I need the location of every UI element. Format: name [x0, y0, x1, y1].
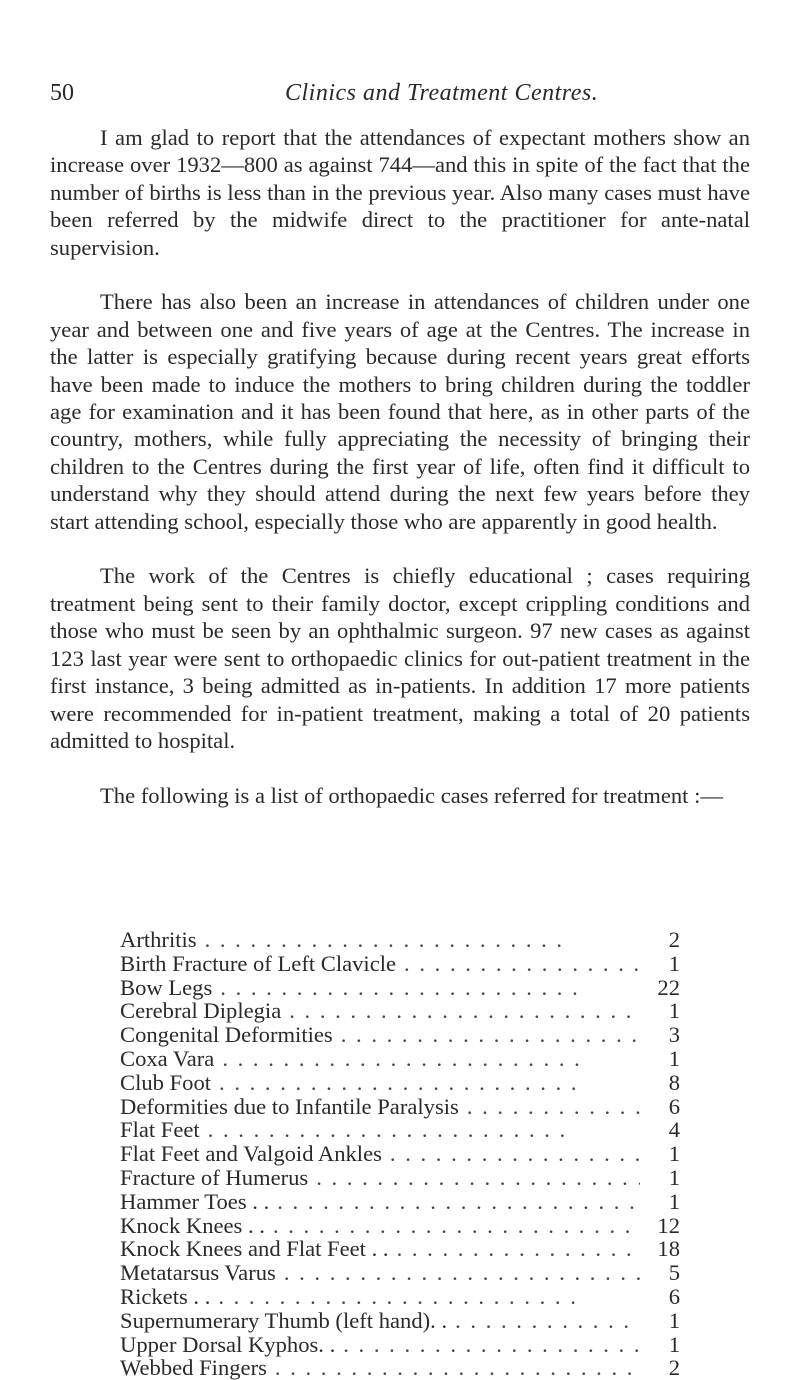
- paragraph-expectant-mothers: I am glad to report that the attendances of expectant mothers show an increase over 1932—800 as against 744—and this in spite of the fact that the number of births is less than in the previous year. Also many cases must have been referred by the midwife direct to the practitioner for ante-natal supervision.: [50, 125, 750, 260]
- case-condition: Webbed Fingers: [120, 1355, 267, 1380]
- dot-leader: [214, 1047, 640, 1071]
- case-condition: Flat Feet and Valgoid Ankles: [120, 1141, 382, 1167]
- case-condition: Flat Feet: [120, 1117, 200, 1143]
- list-item: [120, 1047, 680, 1071]
- case-condition: Knock Knees . .: [120, 1212, 265, 1238]
- case-count: 1: [668, 1141, 680, 1167]
- dot-leader: [276, 1261, 640, 1285]
- case-count: 4: [668, 1117, 680, 1143]
- list-item: [120, 1333, 680, 1357]
- case-count: 1: [668, 1331, 680, 1357]
- case-condition: Metatarsus Varus: [120, 1260, 276, 1286]
- list-item: [120, 1237, 680, 1261]
- dot-leader: [459, 1095, 640, 1119]
- page-number: 50: [50, 80, 74, 106]
- dot-leader: [333, 1023, 640, 1047]
- list-item: [120, 1309, 680, 1333]
- list-item: [120, 1071, 680, 1095]
- paragraph-centres-work: The work of the Centres is chiefly educational ; cases requiring treatment being sent to their family doctor, except crippling conditions and those who must be seen by an ophthalmic surgeon. 97 new cases as against 123 last year were sent to orthopaedic clinics for out-patient treatment in the first instance, 3 being admitted as in-patients. In addition 17 more patients were recommended for in-patient treatment, making a total of 20 patients admitted to hospital.: [50, 563, 750, 753]
- dot-leader: [389, 1237, 640, 1261]
- list-item: [120, 1261, 680, 1285]
- dot-leader: [267, 1356, 640, 1380]
- case-condition: Deformities due to Infantile Paralysis: [120, 1093, 459, 1119]
- case-count: 1: [668, 950, 680, 976]
- body-text: [50, 124, 750, 809]
- case-count: 6: [668, 1093, 680, 1119]
- dot-leader: [265, 1214, 640, 1238]
- list-item: [120, 1190, 680, 1214]
- running-title: Clinics and Treatment Centres.: [285, 80, 599, 106]
- dot-leader: [200, 1118, 640, 1142]
- list-item: [120, 952, 680, 976]
- case-condition: Hammer Toes . .: [120, 1188, 270, 1214]
- case-condition: Arthritis: [120, 927, 197, 952]
- paragraph-list-intro: The following is a list of orthopaedic cases referred for treatment :—: [100, 782, 723, 808]
- case-condition: Knock Knees and Flat Feet . .: [120, 1236, 389, 1262]
- list-item: [120, 1118, 680, 1142]
- case-condition: Fracture of Humerus: [120, 1164, 309, 1190]
- case-count: 12: [657, 1212, 680, 1238]
- dot-leader: [335, 1333, 640, 1357]
- case-count: 1: [668, 1307, 680, 1333]
- dot-leader: [396, 952, 640, 976]
- dot-leader: [308, 1166, 640, 1190]
- case-count: 18: [657, 1236, 680, 1262]
- dot-leader: [281, 999, 640, 1023]
- case-count: 3: [668, 1022, 680, 1048]
- list-item: [120, 1285, 680, 1309]
- dot-leader: [211, 1071, 640, 1095]
- list-item: [120, 1142, 680, 1166]
- page-header: [50, 80, 750, 110]
- list-item: [120, 1023, 680, 1047]
- list-item: [120, 1356, 680, 1380]
- paragraph-children-attendance: There has also been an increase in attendances of children under one year and between one and five years of age at the Centres. The increase in the latter is especially gratifying because during recent years great efforts have been made to induce the mothers to bring children during the toddler age for examination and it has been found that here, as in other parts of the country, mothers, while fully appreciating the necessity of bringing their children to the Centres during the first year of life, often find it difficult to understand why they should attend during the next few years before they start attending school, especially those who are apparently in good health.: [50, 289, 750, 534]
- dot-leader: [447, 1309, 640, 1333]
- case-count: 5: [668, 1260, 680, 1286]
- case-condition: Bow Legs: [120, 974, 213, 1000]
- list-item: [120, 928, 680, 952]
- case-count: 2: [668, 927, 680, 952]
- case-condition: Cerebral Diplegia: [120, 998, 282, 1024]
- case-count: 6: [668, 1283, 680, 1309]
- case-count: 2: [668, 1355, 680, 1380]
- dot-leader: [197, 928, 640, 952]
- list-item: [120, 1166, 680, 1190]
- case-count: 1: [668, 998, 680, 1024]
- orthopaedic-cases-list: [120, 928, 680, 1380]
- case-count: 22: [657, 974, 680, 1000]
- case-count: 1: [668, 1164, 680, 1190]
- case-count: 1: [668, 1045, 680, 1071]
- list-item: [120, 999, 680, 1023]
- case-condition: Supernumerary Thumb (left hand). .: [120, 1307, 448, 1333]
- list-item: [120, 1214, 680, 1238]
- case-condition: Upper Dorsal Kyphos. .: [120, 1331, 336, 1357]
- dot-leader: [210, 1285, 640, 1309]
- list-item: [120, 976, 680, 1000]
- dot-leader: [382, 1142, 640, 1166]
- case-condition: Rickets . .: [120, 1283, 211, 1309]
- case-condition: Birth Fracture of Left Clavicle: [120, 950, 397, 976]
- dot-leader: [212, 976, 640, 1000]
- case-condition: Congenital Deformities: [120, 1022, 333, 1048]
- dot-leader: [269, 1190, 640, 1214]
- case-count: 1: [668, 1188, 680, 1214]
- case-count: 8: [668, 1069, 680, 1095]
- list-item: [120, 1095, 680, 1119]
- case-condition: Club Foot: [120, 1069, 212, 1095]
- case-condition: Coxa Vara: [120, 1045, 215, 1071]
